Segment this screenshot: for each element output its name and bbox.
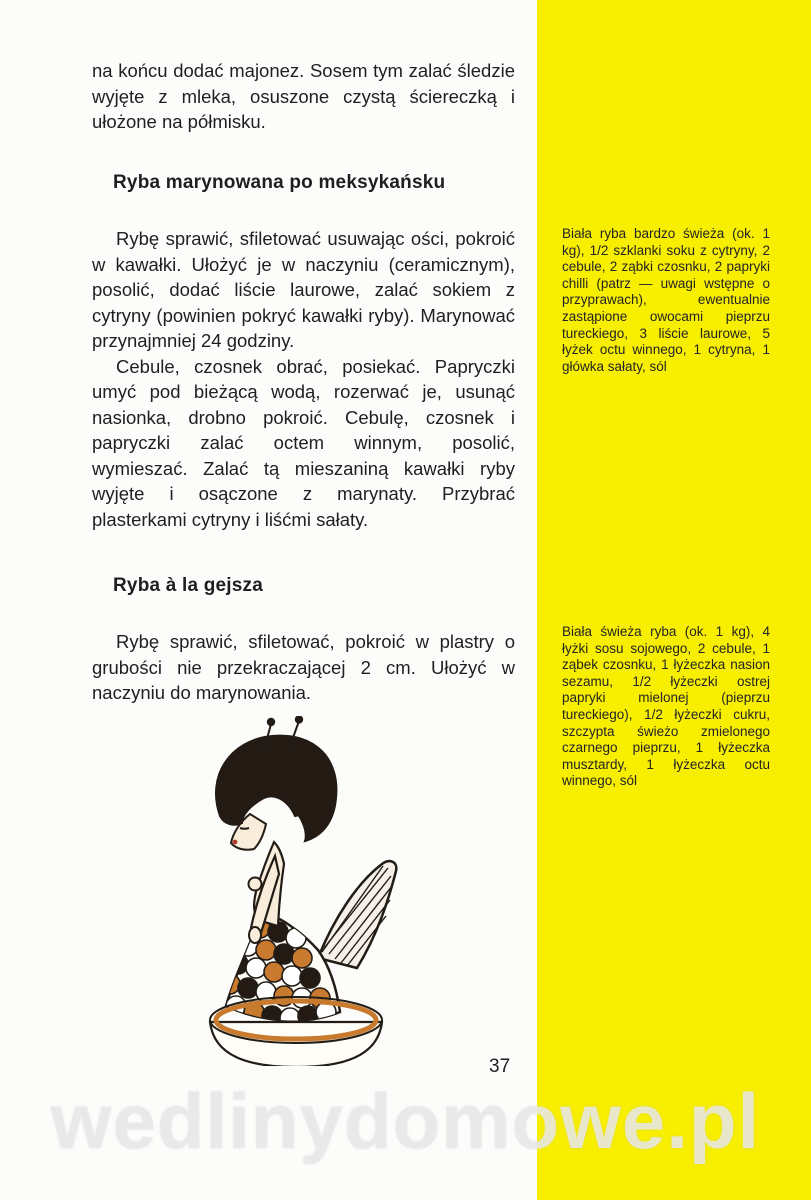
recipe1-paragraph-1: Rybę sprawić, sfiletować usuwając ości, pokroić w kawałki. Ułożyć je w naczyniu (ceramicznym), posolić, dodać liście laurowe, zalać sokiem z cytryny (powinien pokryć kawałki ryby). Marynować przynajmniej 24 godziny. (92, 228, 515, 351)
mermaid-hair (216, 736, 336, 842)
recipe1-paragraph-2: Cebule, czosnek obrać, posiekać. Papryczki umyć pod bieżącą wodą, rozerwać je, usunąć nasionka, drobno pokroić. Cebulę, czosnek i papryczki zalać octem winnym, posolić, wymieszać. Zalać tą mieszaniną kawałki ryby wyjęte i osączone z marynaty. Przybrać plasterkami cytryny i liśćmi sałaty. (92, 355, 515, 530)
recipe-title-gejsza: Ryba à la gejsza (113, 575, 263, 596)
mermaid-tail (220, 912, 340, 1028)
watermark: wedlinydomowe.pl (50, 1077, 761, 1165)
ingredients-block-2: Biała świeża ryba (ok. 1 kg), 4 łyżki sosu sojowego, 2 cebule, 1 ząbek czosnku, 1 łyżeczka nasion sezamu, 1/2 łyżeczki ostrej papryki mielonej (pieprzu tureckiego), 1/2 łyżeczki cukru, szczypta świeżo zmielonego czarnego pieprzu, 1 łyżeczka musztardy, 1 łyżeczka octu winnego, sól (562, 624, 770, 789)
intro-paragraph: na końcu dodać majonez. Sosem tym zalać śledzie wyjęte z mleka, osuszone czystą ściereczką i ułożone na półmisku. (92, 60, 515, 132)
mermaid-illustration (178, 716, 428, 1066)
ingredients-block-1: Biała ryba bardzo świeża (ok. 1 kg), 1/2 szklanki soku z cytryny, 2 cebule, 2 ząbki czosnku, 2 papryki chilli (patrz — uwagi wstępne o przyprawach), ewentualnie zastąpione owocami pieprzu tureckiego, 3 liście laurowe, 5 łyżek octu winnego, 1 cytryna, 1 główka sałaty, sól (562, 226, 770, 374)
recipe-title-meksykansku: Ryba marynowana po meksykańsku (113, 172, 446, 193)
mermaid-tail-fin (318, 861, 396, 968)
recipe1-body (92, 226, 515, 532)
yellow-sidebar (537, 0, 811, 1200)
recipe2-paragraph-1: Rybę sprawić, sfiletować, pokroić w plastry o grubości nie przekraczającej 2 cm. Ułożyć w naczyniu do marynowania. (92, 631, 515, 703)
page-number: 37 (489, 1056, 511, 1077)
